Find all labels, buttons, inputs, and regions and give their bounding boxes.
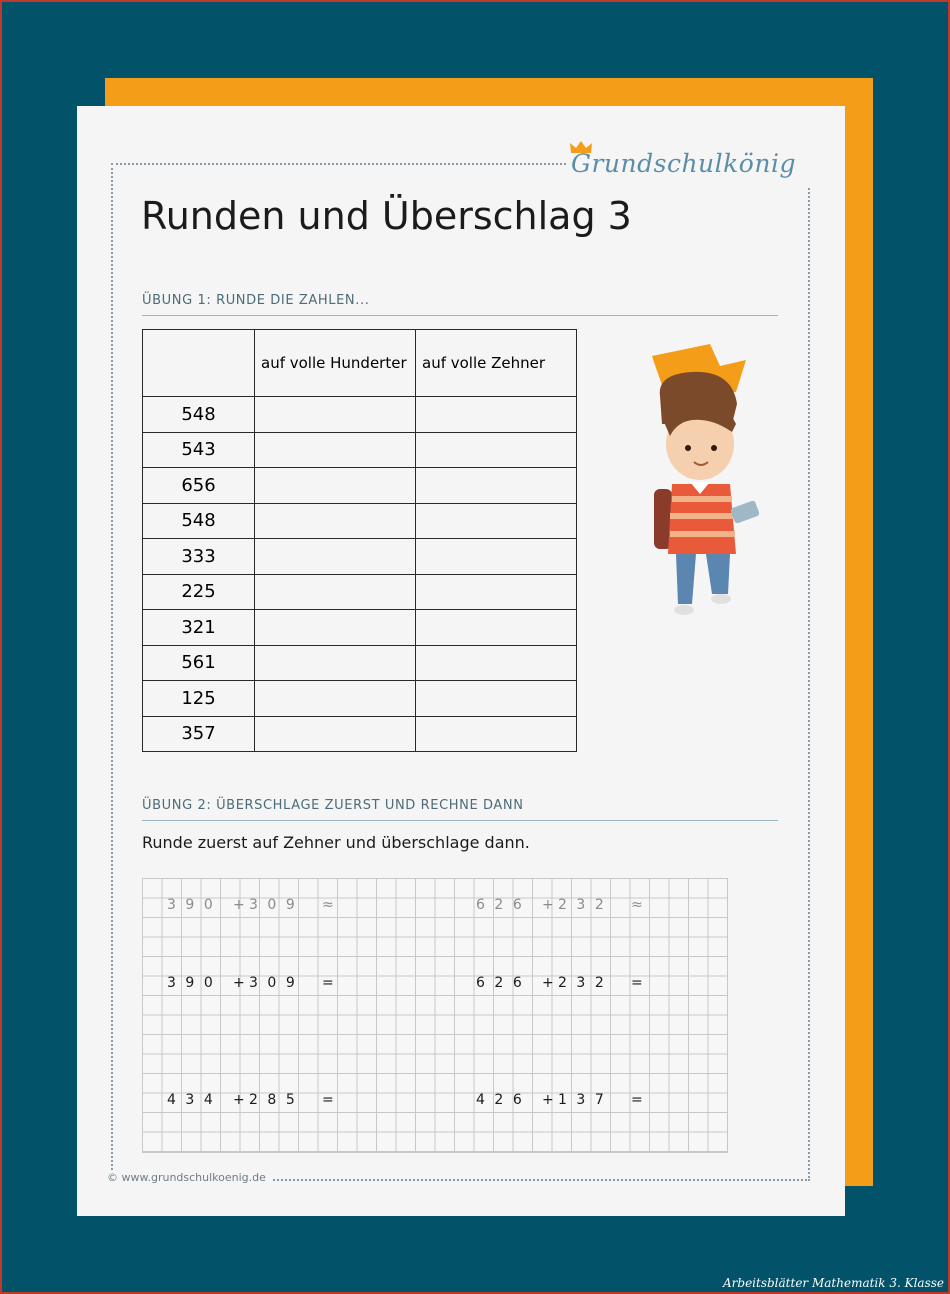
answer-cell-tens[interactable]: [416, 432, 577, 468]
table-row: [143, 681, 577, 717]
expr-sign: =: [631, 1092, 643, 1108]
boy-with-crown-illustration: [632, 344, 762, 624]
footer-url: © www.grundschulkoenig.de: [107, 1171, 272, 1184]
answer-cell-hundreds[interactable]: [255, 397, 416, 433]
worksheet-page: [77, 106, 845, 1216]
table-row: [143, 645, 577, 681]
exercise1-divider: [142, 315, 778, 316]
table-row: [143, 397, 577, 433]
answer-cell-hundreds[interactable]: [255, 645, 416, 681]
table-row: [143, 468, 577, 504]
answer-cell-tens[interactable]: [416, 503, 577, 539]
expr-a: 426: [476, 1092, 532, 1108]
answer-cell-tens[interactable]: [416, 468, 577, 504]
exercise2-divider: [142, 820, 778, 821]
expr-b: 137: [558, 1092, 614, 1108]
answer-cell-tens[interactable]: [416, 645, 577, 681]
page-title: Runden und Überschlag 3: [141, 194, 632, 238]
brand-name: Grundschulkönig: [571, 149, 796, 178]
number-cell: 125: [143, 681, 255, 717]
table-row: [143, 610, 577, 646]
table-row: [143, 716, 577, 752]
answer-cell-tens[interactable]: [416, 574, 577, 610]
expr-b: 232: [558, 975, 614, 991]
calculation-grid: [142, 878, 728, 1153]
expr-a: 390: [167, 975, 223, 991]
footer-dotted-rule: [270, 1179, 810, 1181]
number-cell: 357: [143, 716, 255, 752]
expr-op: +: [233, 897, 245, 913]
number-cell: 543: [143, 432, 255, 468]
expr-op: +: [233, 1092, 245, 1108]
answer-cell-tens[interactable]: [416, 716, 577, 752]
table-row: [143, 539, 577, 575]
number-cell: 548: [143, 503, 255, 539]
answer-cell-hundreds[interactable]: [255, 610, 416, 646]
exercise1-label: ÜBUNG 1: RUNDE DIE ZAHLEN...: [142, 293, 370, 308]
expr-op: +: [233, 975, 245, 991]
expr-sign: =: [322, 1092, 334, 1108]
number-cell: 561: [143, 645, 255, 681]
column-header-hundreds: auf volle Hunderter: [255, 330, 416, 397]
number-cell: 333: [143, 539, 255, 575]
expr-a: 434: [167, 1092, 223, 1108]
expr-a: 626: [476, 897, 532, 913]
number-cell: 656: [143, 468, 255, 504]
expr-op: +: [542, 897, 554, 913]
expr-b: 309: [249, 897, 305, 913]
number-cell: 321: [143, 610, 255, 646]
exercise2-instruction: Runde zuerst auf Zehner und überschlage dann.: [142, 833, 530, 852]
column-header-number: [143, 330, 255, 397]
answer-cell-hundreds[interactable]: [255, 468, 416, 504]
expr-b: 309: [249, 975, 305, 991]
answer-cell-hundreds[interactable]: [255, 574, 416, 610]
number-cell: 548: [143, 397, 255, 433]
watermark-text: Arbeitsblätter Mathematik 3. Klasse: [723, 1276, 944, 1290]
expr-a: 626: [476, 975, 532, 991]
answer-cell-hundreds[interactable]: [255, 503, 416, 539]
column-header-tens: auf volle Zehner: [416, 330, 577, 397]
brand-logo: [567, 146, 823, 186]
answer-cell-tens[interactable]: [416, 397, 577, 433]
answer-cell-tens[interactable]: [416, 539, 577, 575]
answer-cell-hundreds[interactable]: [255, 539, 416, 575]
expr-sign: ≈: [322, 897, 334, 913]
expr-b: 232: [558, 897, 614, 913]
expr-a: 390: [167, 897, 223, 913]
expr-b: 285: [249, 1092, 305, 1108]
answer-cell-tens[interactable]: [416, 610, 577, 646]
rounding-table: [142, 329, 577, 752]
exercise2-label: ÜBUNG 2: ÜBERSCHLAGE ZUERST UND RECHNE DANN: [142, 798, 524, 813]
expr-sign: ≈: [631, 897, 643, 913]
answer-cell-hundreds[interactable]: [255, 681, 416, 717]
table-row: [143, 574, 577, 610]
answer-cell-hundreds[interactable]: [255, 432, 416, 468]
answer-cell-tens[interactable]: [416, 681, 577, 717]
expr-op: +: [542, 1092, 554, 1108]
table-header-row: [143, 330, 577, 397]
table-row: [143, 432, 577, 468]
expr-op: +: [542, 975, 554, 991]
expr-sign: =: [631, 975, 643, 991]
table-row: [143, 503, 577, 539]
number-cell: 225: [143, 574, 255, 610]
answer-cell-hundreds[interactable]: [255, 716, 416, 752]
expr-sign: =: [322, 975, 334, 991]
